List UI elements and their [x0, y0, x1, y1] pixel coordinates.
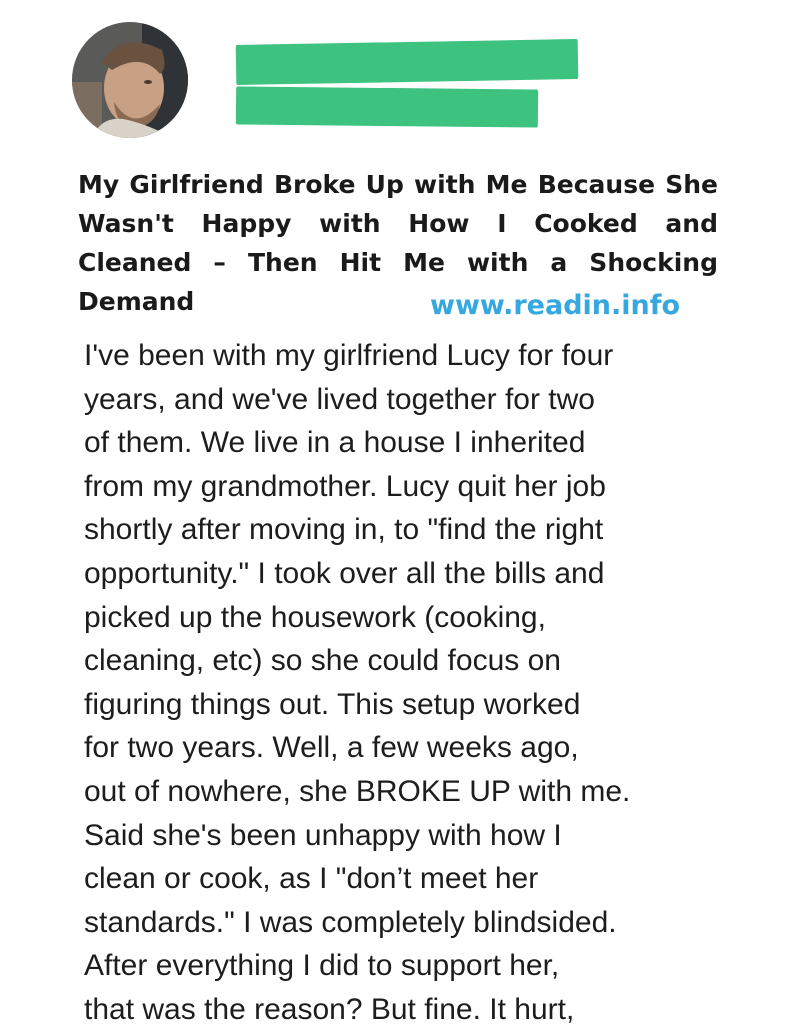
body-line: years, and we've lived together for two: [84, 382, 595, 416]
site-watermark: www.readin.info: [430, 290, 681, 321]
body-line: opportunity." I took over all the bills and: [84, 556, 605, 590]
body-line: clean or cook, as I "don’t meet her: [84, 862, 539, 896]
body-line: figuring things out. This setup worked: [84, 687, 581, 721]
avatar[interactable]: [72, 22, 188, 138]
body-line: that was the reason? But fine. It hurt,: [84, 992, 575, 1026]
body-line: Said she's been unhappy with how I: [84, 818, 562, 852]
body-line: standards." I was completely blindsided.: [84, 905, 617, 939]
body-line: out of nowhere, she BROKE UP with me.: [84, 774, 631, 808]
avatar-image: [72, 22, 188, 138]
body-line: cleaning, etc) so she could focus on: [84, 644, 561, 678]
body-line: for two years. Well, a few weeks ago,: [84, 731, 579, 765]
redacted-subtitle: [236, 86, 538, 127]
body-line: I've been with my girlfriend Lucy for four: [84, 339, 614, 372]
body-line: picked up the housework (cooking,: [84, 600, 546, 634]
redacted-username: [236, 39, 579, 85]
body-line: shortly after moving in, to "find the right: [84, 513, 604, 547]
post-header: [72, 22, 732, 142]
body-line: After everything I did to support her,: [84, 949, 560, 983]
body-line: from my grandmother. Lucy quit her job: [84, 469, 606, 503]
post-body: [84, 334, 724, 1032]
body-line: of them. We live in a house I inherited: [84, 426, 586, 460]
post-title: My Girlfriend Broke Up with Me Because She Wasn't Happy with How I Cooked and Cleaned – Then Hit Me with a Shocking Demand: [78, 170, 718, 316]
